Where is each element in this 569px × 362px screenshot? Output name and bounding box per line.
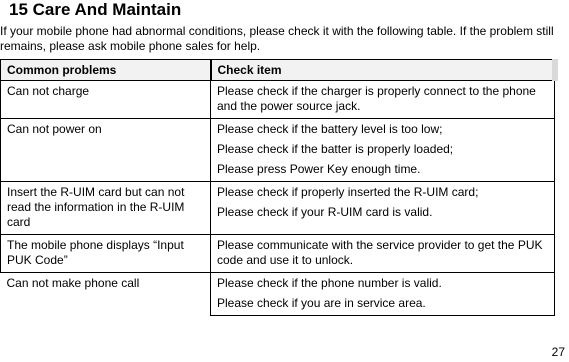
check-cell bbox=[211, 81, 555, 119]
table-row bbox=[1, 81, 555, 119]
troubleshooting-table bbox=[0, 59, 558, 316]
problem-cell: Insert the R-UIM card but can not read the information in the R-UIM card bbox=[1, 182, 211, 235]
check-cell bbox=[211, 235, 555, 273]
table-row bbox=[1, 182, 555, 235]
column-header-check-item: Check item bbox=[211, 60, 555, 81]
check-item-text: Please check if the battery level is too low; bbox=[217, 122, 443, 136]
check-item-text: Please check if properly inserted the R-UIM card; bbox=[217, 185, 479, 199]
problem-cell: Can not power on bbox=[1, 119, 211, 182]
check-item-text: Please check if the charger is properly connect to the phone and the power source jack. bbox=[217, 84, 536, 113]
column-header-common-problems: Common problems bbox=[1, 60, 211, 81]
table-row bbox=[1, 119, 555, 182]
check-item-text: Please check if your R-UIM card is valid. bbox=[217, 205, 433, 219]
problem-cell: The mobile phone displays “Input PUK Code” bbox=[1, 235, 211, 273]
page-number: 27 bbox=[551, 345, 565, 359]
check-cell bbox=[211, 273, 555, 316]
problem-cell: Can not charge bbox=[1, 81, 211, 119]
section-title: 15 Care And Maintain bbox=[9, 0, 182, 19]
intro-paragraph: If your mobile phone had abnormal conditions, please check it with the following table. If the problem still remains, please ask mobile phone sales for help. bbox=[0, 24, 554, 53]
table-row bbox=[1, 273, 555, 316]
check-cell bbox=[211, 182, 555, 235]
check-cell bbox=[211, 119, 555, 182]
check-item-text: Please check if the phone number is valid. bbox=[217, 276, 442, 290]
problem-cell: Can not make phone call bbox=[1, 273, 211, 316]
check-item-text: Please communicate with the service provider to get the PUK code and use it to unlock. bbox=[217, 238, 543, 267]
check-item-text: Please check if the batter is properly loaded; bbox=[217, 142, 454, 156]
check-item-text: Please check if you are in service area. bbox=[217, 296, 426, 310]
table-row bbox=[1, 235, 555, 273]
table-header-row bbox=[1, 60, 555, 81]
check-item-text: Please press Power Key enough time. bbox=[217, 162, 421, 176]
